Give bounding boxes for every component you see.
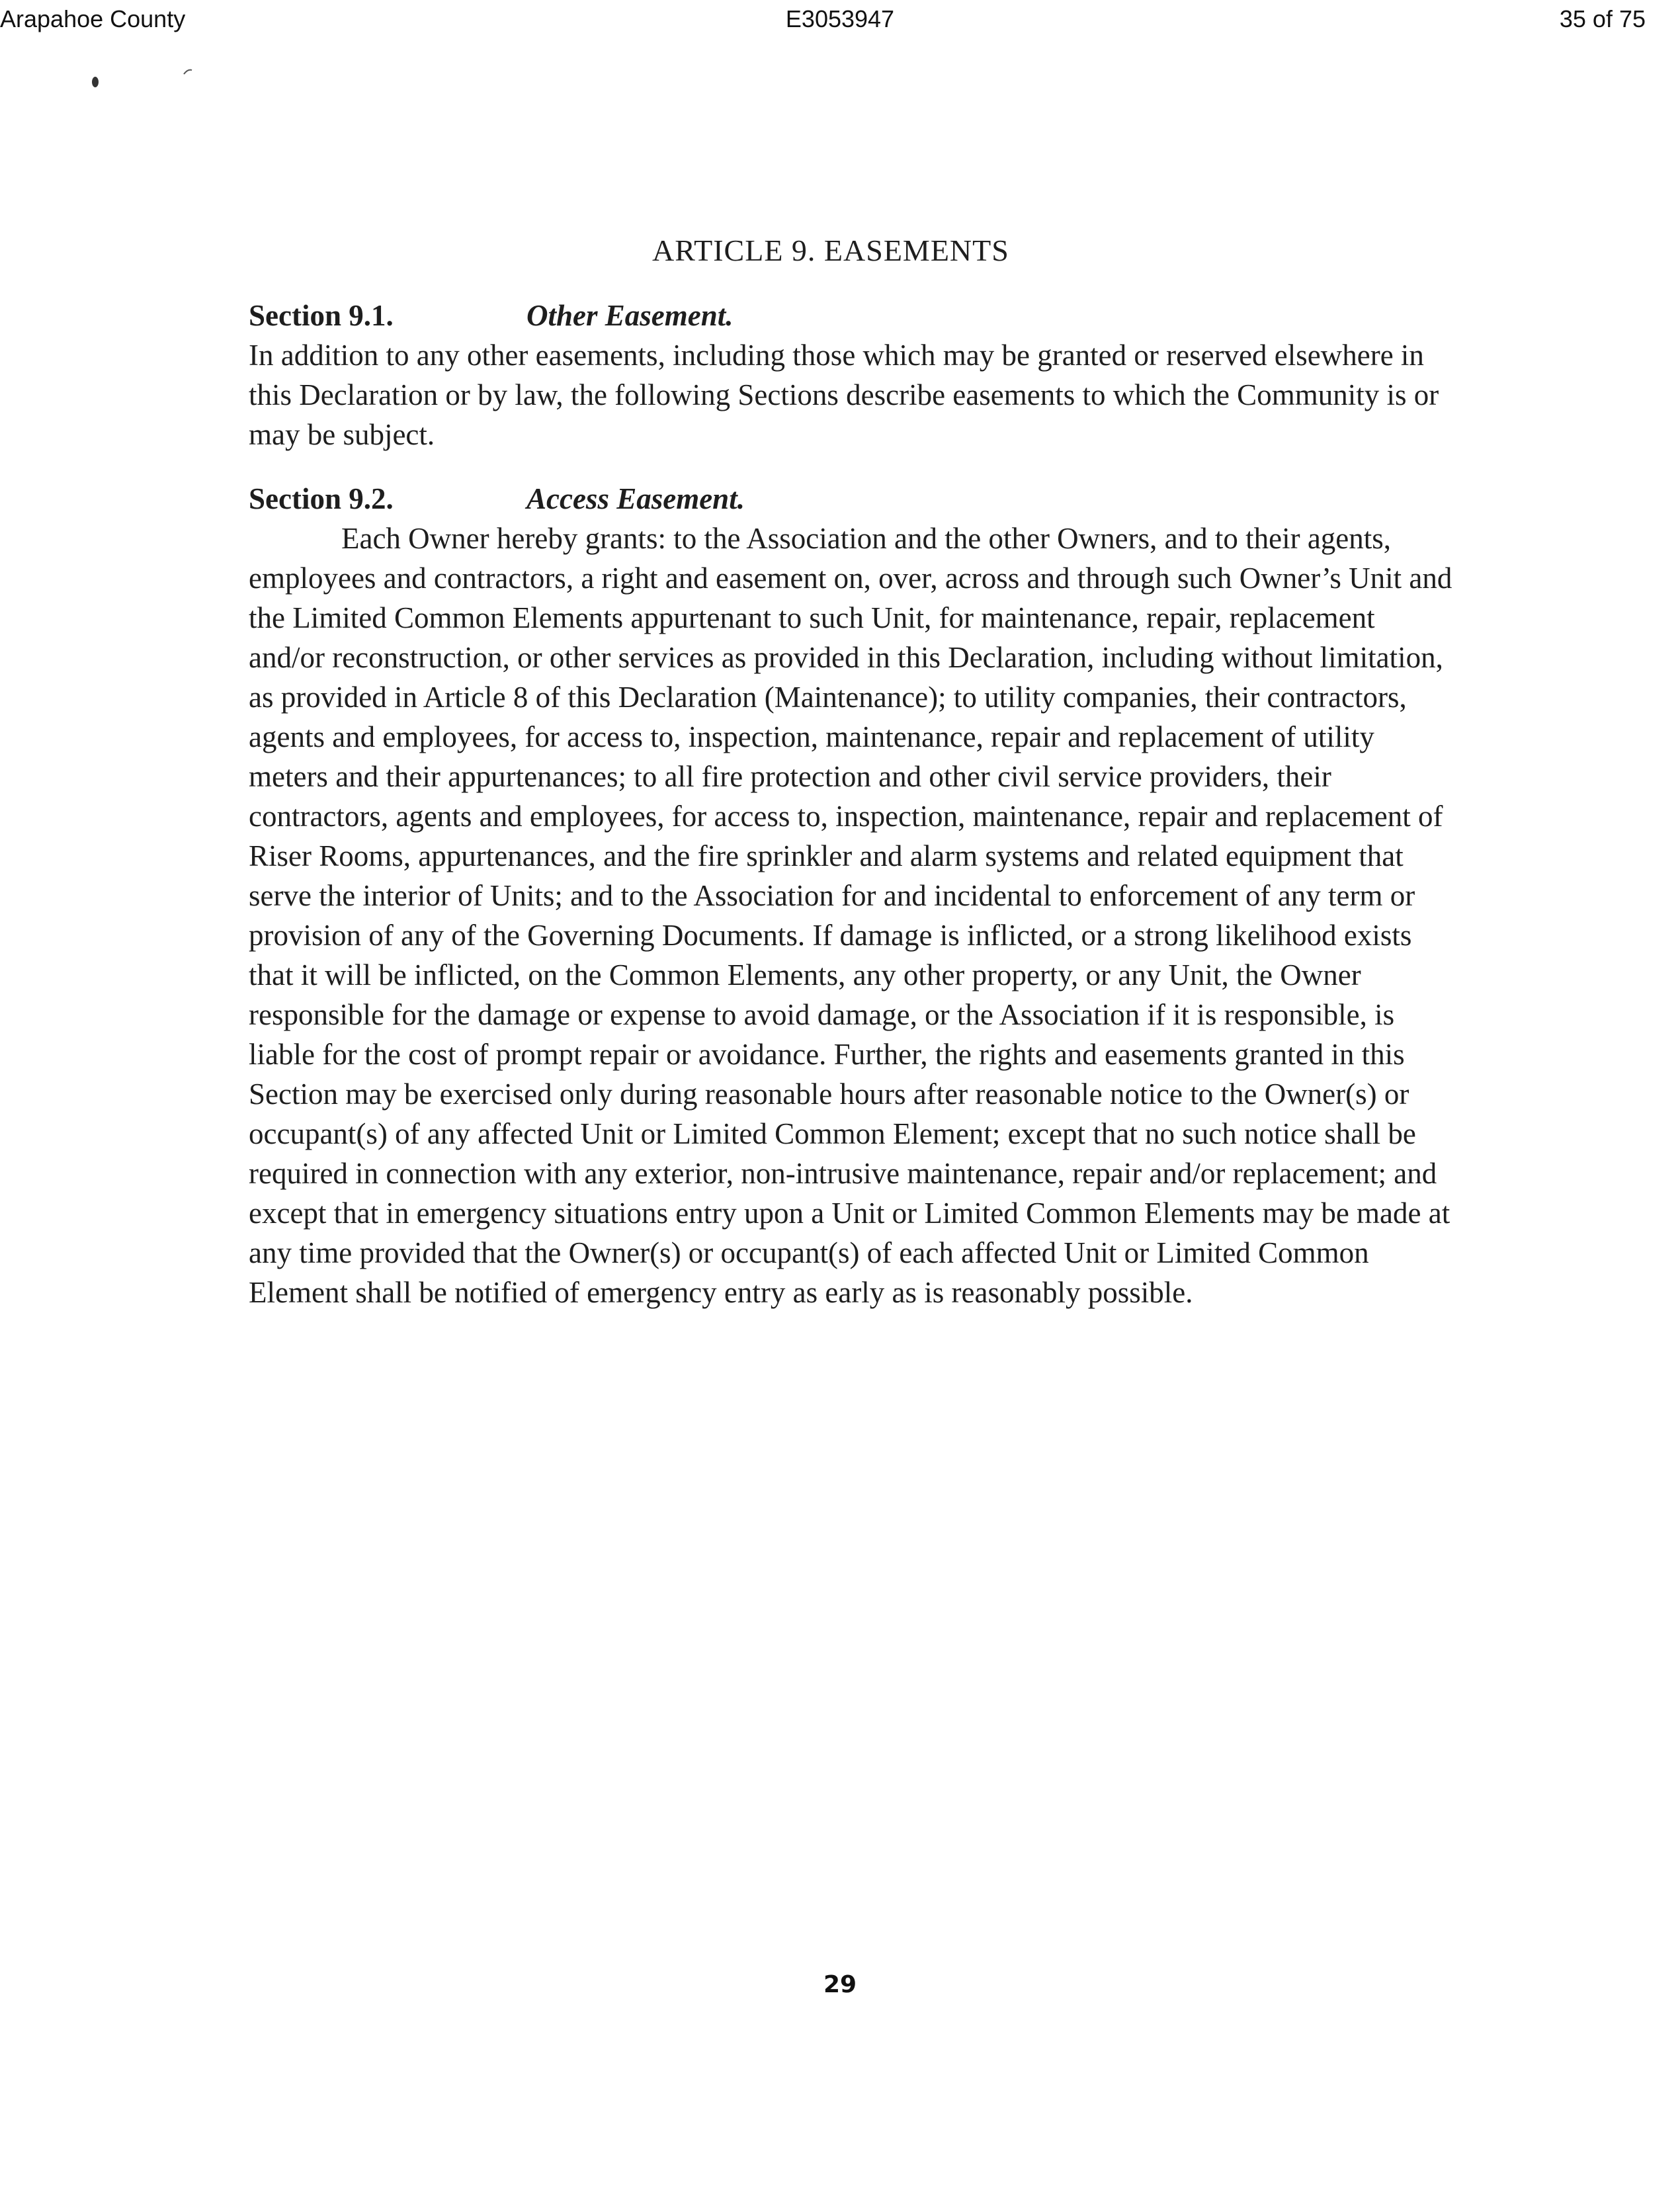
section-9-2	[249, 479, 1452, 1312]
document-body	[249, 230, 1452, 1312]
section-heading	[249, 296, 1452, 335]
section-name: Access Easement.	[526, 482, 745, 515]
section-text: Each Owner hereby grants: to the Association and the other Owners, and to their agents, employees and contractors, a right and easement on, over, across and through such Owner’s Unit and the Limited Common Elements appurtenant to such Unit, for maintenance, repair, replacement and/or reconstruction, or other services as provided in this Declaration, including without limitation, as provided in Article 8 of this Declaration (Maintenance); to utility companies, their contractors, agents and employees, for access to, inspection, maintenance, repair and replacement of utility meters and their appurtenances; to all fire protection and other civil service providers, their contractors, agents and employees, for access to, inspection, maintenance, repair and replacement of Riser Rooms, appurtenances, and the fire sprinkler and alarm systems and related equipment that serve the interior of Units; and to the Association for and incidental to enforcement of any term or provision of any of the Governing Documents. If damage is inflicted, or a strong likelihood exists that it will be inflicted, on the Common Elements, any other property, or any Unit, the Owner responsible for the damage or expense to avoid damage, or the Association if it is responsible, is liable for the cost of prompt repair or avoidance. Further, the rights and easements granted in this Section may be exercised only during reasonable hours after reasonable notice to the Owner(s) or occupant(s) of any affected Unit or Limited Common Element; except that no such notice shall be required in connection with any exterior, non-intrusive maintenance, repair and/or replacement; and except that in emergency situations entry upon a Unit or Limited Common Elements may be made at any time provided that the Owner(s) or occupant(s) of each affected Unit or Limited Common Element shall be notified of emergency entry as early as is reasonably possible.	[249, 522, 1452, 1309]
section-number: Section 9.2.	[249, 482, 394, 515]
reception-number-stamp: E3053947	[785, 5, 895, 32]
section-9-1	[249, 296, 1452, 454]
county-stamp: Arapahoe County	[0, 5, 186, 32]
section-heading	[249, 479, 1452, 519]
page-count-stamp: 35 of 75	[1559, 5, 1646, 32]
scan-speck	[184, 70, 192, 74]
page-number: 29	[823, 1971, 857, 1998]
article-title: ARTICLE 9. EASEMENTS	[652, 233, 1009, 267]
section-name: Other Easement.	[526, 299, 734, 332]
section-text: In addition to any other easements, including those which may be granted or reserved elsewhere in this Declaration or by law, the following Sections describe easements to which the Community is or may be subject.	[249, 339, 1439, 451]
section-number: Section 9.1.	[249, 299, 394, 332]
scan-speck	[92, 77, 99, 87]
